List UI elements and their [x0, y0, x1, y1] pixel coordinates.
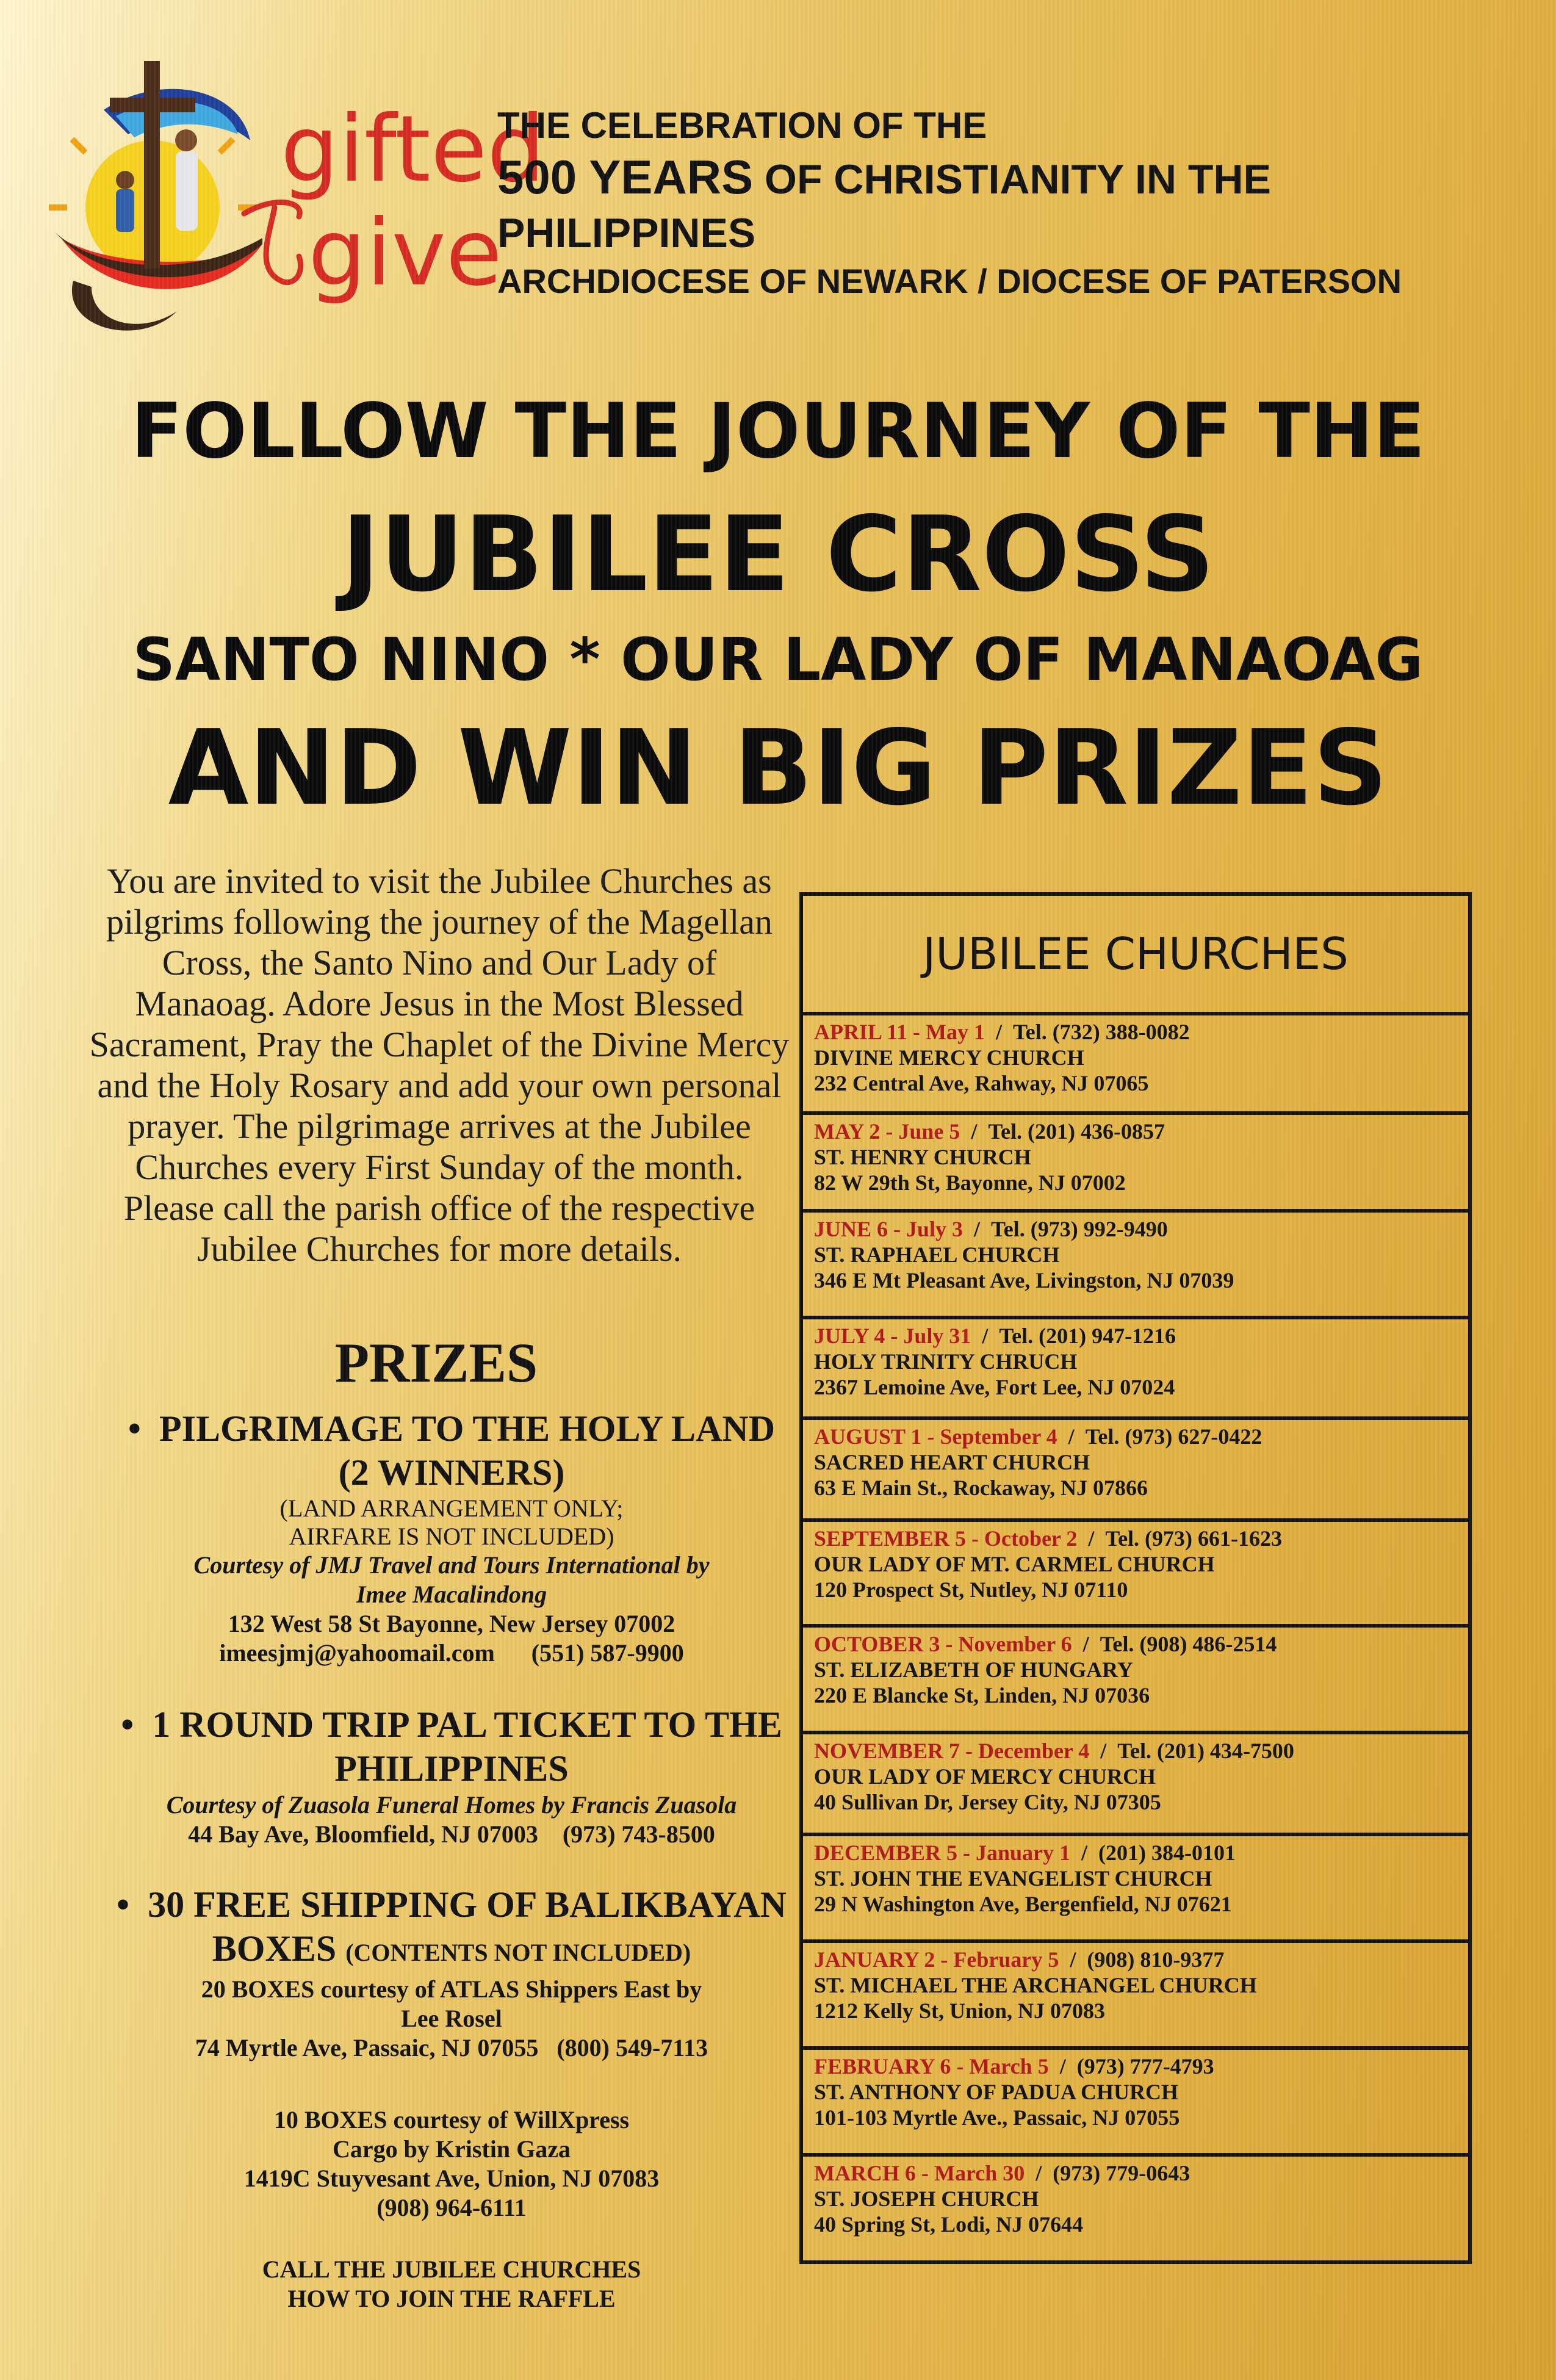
church-dates-tel-line: [814, 1947, 1457, 1972]
church-separator: /: [1100, 1739, 1107, 1763]
prize-balikbayan-note: (CONTENTS NOT INCLUDED): [345, 1939, 691, 1966]
church-address: 101-103 Myrtle Ave., Passaic, NJ 07055: [814, 2105, 1180, 2130]
bullet: •: [117, 1884, 130, 1925]
raffle-line-1: CALL THE JUBILEE CHURCHES: [262, 2256, 641, 2283]
church-address: 220 E Blancke St, Linden, NJ 07036: [814, 1683, 1150, 1707]
headline-win-prizes: AND WIN BIG PRIZES: [168, 708, 1388, 829]
bullet: •: [128, 1408, 141, 1449]
church-row: [803, 1213, 1468, 1319]
raffle-line-2: HOW TO JOIN THE RAFFLE: [287, 2285, 616, 2312]
church-address: 40 Sullivan Dr, Jersey City, NJ 07305: [814, 1790, 1161, 1814]
church-dates-tel-line: [814, 2160, 1457, 2186]
church-name: OUR LADY OF MERCY CHURCH: [814, 1764, 1156, 1789]
event-header: [497, 104, 1522, 303]
church-row: [803, 1836, 1468, 1943]
gifted-to-give-logo: [37, 49, 546, 354]
church-address: 232 Central Ave, Rahway, NJ 07065: [814, 1071, 1149, 1095]
church-dates: DECEMBER 5 - January 1: [814, 1841, 1071, 1865]
church-row: [803, 1420, 1468, 1522]
church-address: 29 N Washington Ave, Bergenfield, NJ 07621: [814, 1892, 1232, 1916]
headline-jubilee-cross: JUBILEE CROSS: [341, 494, 1215, 615]
church-name: ST. HENRY CHURCH: [814, 1145, 1031, 1169]
church-dates-tel-line: [814, 1323, 1457, 1349]
church-dates-tel-line: [814, 1424, 1457, 1449]
prize-holy-land-courtesy: Courtesy of JMJ Travel and Tours International by Imee Macalindong: [193, 1551, 710, 1608]
church-dates: JANUARY 2 - February 5: [814, 1947, 1059, 1972]
church-dates-tel-line: [814, 1019, 1457, 1045]
church-separator: /: [971, 1119, 978, 1144]
church-name: ST. ANTHONY OF PADUA CHURCH: [814, 2080, 1179, 2104]
header-line-celebration: THE CELEBRATION OF THE: [497, 105, 987, 146]
church-phone: (908) 810-9377: [1087, 1947, 1225, 1972]
church-dates: NOVEMBER 7 - December 4: [814, 1739, 1090, 1763]
church-name: ST. MICHAEL THE ARCHANGEL CHURCH: [814, 1973, 1257, 1997]
church-name: HOLY TRINITY CHRUCH: [814, 1349, 1078, 1374]
prize-pal-ticket-address: 44 Bay Ave, Bloomfield, NJ 07003 (973) 743-8500: [188, 1820, 715, 1848]
church-address: 1212 Kelly St, Union, NJ 07083: [814, 1999, 1106, 2023]
church-dates: MARCH 6 - March 30: [814, 2161, 1025, 2185]
church-row: [803, 1115, 1468, 1213]
church-dates: MAY 2 - June 5: [814, 1119, 960, 1144]
church-name: DIVINE MERCY CHURCH: [814, 1045, 1084, 1070]
church-row: [803, 1943, 1468, 2050]
prize-holy-land: [110, 1407, 793, 1668]
prize-willxpress-address: 1419C Stuyvesant Ave, Union, NJ 07083: [243, 2165, 660, 2192]
church-phone: (201) 384-0101: [1098, 1841, 1236, 1865]
jubilee-churches-rows: [803, 1015, 1468, 2260]
prize-holy-land-title: • PILGRIMAGE TO THE HOLY LAND (2 WINNERS): [110, 1407, 793, 1495]
intro-paragraph: You are invited to visit the Jubilee Churches as pilgrims following the journey of the Magellan Cross, the Santo Nino and Our Lady of Manaoag. Adore Jesus in the Most Blessed Sacrament, Pray the Chaplet of the Divine Mercy and the Holy Rosary and add your own personal prayer. The pilgrimage arrives at the Jubilee Churches every First Sunday of the month. Please call the parish office of the respective Jubilee Churches for more details.: [89, 861, 790, 1269]
church-phone: Tel. (973) 992-9490: [991, 1217, 1168, 1241]
church-separator: /: [1070, 1947, 1076, 1972]
prize-balikbayan-atlas: 20 BOXES courtesy of ATLAS Shippers East by Lee Rosel: [201, 1975, 702, 2032]
church-separator: /: [1088, 1526, 1095, 1551]
church-address: 82 W 29th St, Bayonne, NJ 07002: [814, 1170, 1126, 1195]
church-row: [803, 1522, 1468, 1628]
logo-word-gifted: gifted: [281, 96, 546, 203]
church-separator: /: [1059, 2054, 1066, 2079]
church-name: ST. RAPHAEL CHURCH: [814, 1242, 1060, 1267]
header-line-500-years: [497, 148, 1522, 259]
church-dates: APRIL 11 - May 1: [814, 1020, 985, 1044]
church-separator: /: [1036, 2161, 1042, 2185]
church-dates: JULY 4 - July 31: [814, 1324, 971, 1348]
church-dates-tel-line: [814, 1631, 1457, 1657]
church-row: [803, 2157, 1468, 2260]
church-row: [803, 1734, 1468, 1836]
church-row: [803, 1628, 1468, 1734]
church-separator: /: [974, 1217, 981, 1241]
church-dates-tel-line: [814, 1840, 1457, 1866]
headline-follow-journey: FOLLOW THE JOURNEY OF THE: [131, 388, 1425, 475]
church-separator: /: [1082, 1632, 1089, 1656]
prize-balikbayan-boxes: [110, 1883, 793, 2063]
prizes-title: PRIZES: [334, 1332, 538, 1394]
church-name: ST. ELIZABETH OF HUNGARY: [814, 1657, 1133, 1682]
church-phone: Tel. (973) 661-1623: [1105, 1526, 1283, 1551]
church-address: 40 Spring St, Lodi, NJ 07644: [814, 2212, 1084, 2237]
prize-balikbayan-title: • 30 FREE SHIPPING OF BALIKBAYAN BOXES (CONTENTS NOT INCLUDED): [110, 1883, 793, 1975]
prize-willxpress-phone: (908) 964-6111: [376, 2194, 527, 2221]
logo-word-give: give: [308, 200, 502, 306]
church-row: [803, 1015, 1468, 1115]
church-dates: FEBRUARY 6 - March 5: [814, 2054, 1049, 2079]
church-name: SACRED HEART CHURCH: [814, 1450, 1090, 1474]
prize-willxpress-courtesy: 10 BOXES courtesy of WillXpress Cargo by Kristin Gaza: [273, 2106, 630, 2163]
church-separator: /: [996, 1020, 1003, 1044]
church-row: [803, 2050, 1468, 2157]
church-address: 346 E Mt Pleasant Ave, Livingston, NJ 07039: [814, 1268, 1234, 1293]
prize-pal-ticket: [110, 1703, 793, 1849]
header-500-years: 500 YEARS: [497, 150, 754, 204]
church-name: ST. JOSEPH CHURCH: [814, 2187, 1039, 2211]
church-address: 63 E Main St., Rockaway, NJ 07866: [814, 1476, 1148, 1500]
jubilee-churches-table: [799, 892, 1472, 2264]
church-dates: OCTOBER 3 - November 6: [814, 1632, 1072, 1656]
prize-holy-land-note: (LAND ARRANGEMENT ONLY; AIRFARE IS NOT INCLUDED): [279, 1495, 624, 1550]
church-dates-tel-line: [814, 1119, 1457, 1144]
bullet: •: [121, 1704, 134, 1745]
church-phone: Tel. (201) 947-1216: [999, 1324, 1176, 1348]
prize-holy-land-address: 132 West 58 St Bayonne, New Jersey 07002: [228, 1610, 675, 1637]
church-phone: Tel. (908) 486-2514: [1100, 1632, 1277, 1656]
church-dates: SEPTEMBER 5 - October 2: [814, 1526, 1078, 1551]
prize-willxpress: [110, 2105, 793, 2223]
church-phone: Tel. (973) 627-0422: [1085, 1424, 1262, 1449]
prize-pal-ticket-title: • 1 ROUND TRIP PAL TICKET TO THE PHILIPPINES: [110, 1703, 793, 1790]
church-phone: (973) 779-0643: [1053, 2161, 1190, 2185]
header-line-archdiocese: ARCHDIOCESE OF NEWARK / DIOCESE OF PATERSON: [497, 261, 1402, 300]
church-address: 120 Prospect St, Nutley, NJ 07110: [814, 1578, 1128, 1602]
church-phone: Tel. (732) 388-0082: [1013, 1020, 1190, 1044]
header-christianity: OF CHRISTIANITY IN THE PHILIPPINES: [497, 156, 1271, 256]
headline-santo-nino: SANTO NINO * OUR LADY OF MANAOAG: [132, 626, 1424, 694]
church-dates: JUNE 6 - July 3: [814, 1217, 963, 1241]
prize-pal-ticket-courtesy: Courtesy of Zuasola Funeral Homes by Francis Zuasola: [166, 1791, 737, 1819]
jubilee-churches-title: JUBILEE CHURCHES: [803, 896, 1468, 1015]
church-address: 2367 Lemoine Ave, Fort Lee, NJ 07024: [814, 1375, 1175, 1399]
church-dates-tel-line: [814, 1738, 1457, 1764]
church-name: OUR LADY OF MT. CARMEL CHURCH: [814, 1552, 1215, 1576]
church-separator: /: [1081, 1841, 1088, 1865]
prize-balikbayan-atlas-address: 74 Myrtle Ave, Passaic, NJ 07055 (800) 549-7113: [195, 2034, 708, 2061]
church-dates-tel-line: [814, 1526, 1457, 1551]
church-dates: AUGUST 1 - September 4: [814, 1424, 1057, 1449]
church-row: [803, 1319, 1468, 1420]
church-phone: (973) 777-4793: [1076, 2054, 1214, 2079]
church-phone: Tel. (201) 434-7500: [1117, 1739, 1294, 1763]
church-dates-tel-line: [814, 2054, 1457, 2079]
church-separator: /: [1068, 1424, 1075, 1449]
church-phone: Tel. (201) 436-0857: [988, 1119, 1165, 1144]
prize-holy-land-contact: imeesjmj@yahoomail.com (551) 587-9900: [219, 1639, 684, 1667]
logo-to-script: [232, 189, 317, 293]
church-separator: /: [982, 1324, 989, 1348]
raffle-call-to-action: [110, 2255, 793, 2313]
church-name: ST. JOHN THE EVANGELIST CHURCH: [814, 1866, 1212, 1891]
church-dates-tel-line: [814, 1216, 1457, 1242]
